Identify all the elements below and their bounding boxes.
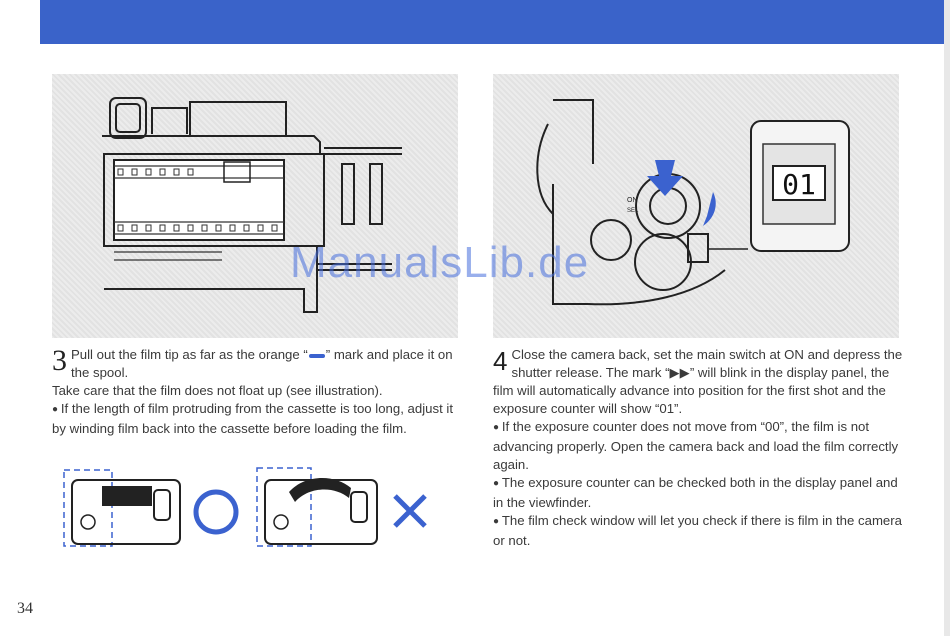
step-3-para: Take care that the film does not float up (see illustration). [52, 383, 383, 398]
correct-circle-icon [196, 492, 236, 532]
step-4-number: 4 [493, 346, 508, 376]
watermark-text: ManualsLib.de [290, 238, 590, 287]
step-3-bullet-1: ● If the length of film protruding from the cassette is too long, adjust it by winding film back into the cassette before loading the film. [52, 400, 456, 438]
switch-on-label: ON [627, 197, 638, 204]
step-4-lead: Close the camera back, set the main switch at ON and depress the shutter release. The mark “▶▶” will blink in the display panel, the film will automatically advance into position for the first shot and the exposure counter will show “01”. [493, 347, 903, 416]
film-incorrect-diagram [255, 466, 440, 553]
switch-sel-label: SEL [627, 208, 639, 214]
step-4-bullet-3: ● The film check window will let you check if there is film in the camera or not. [493, 512, 903, 550]
film-correct-diagram [62, 466, 242, 553]
camera-top-drawing [493, 74, 899, 338]
step-4-bullet-1: ● If the exposure counter does not move from “00”, the film is not advancing properly. Open the camera back and load the film correctly again. [493, 418, 903, 474]
step-3-lead-b: ” mark and place it on the spool. [71, 347, 453, 380]
header-bar [40, 0, 950, 44]
camera-top-illustration [493, 74, 899, 338]
camera-back-drawing [52, 74, 458, 338]
step-3-lead-a: Pull out the film tip as far as the orange “ [71, 347, 308, 362]
step-3-text [52, 346, 456, 438]
step-3-number: 3 [52, 344, 67, 377]
step-4-text [493, 346, 903, 550]
step-4-bullet-2: ● The exposure counter can be checked both in the display panel and in the viewfinder. [493, 474, 903, 512]
exposure-counter-readout: 01 [782, 168, 816, 201]
page-edge [944, 0, 950, 636]
incorrect-x-icon [395, 496, 425, 526]
page-number: 34 [17, 600, 33, 617]
curved-arrow-icon [703, 192, 716, 226]
film-loading-illustration [52, 74, 458, 338]
orange-mark-icon [309, 354, 325, 358]
